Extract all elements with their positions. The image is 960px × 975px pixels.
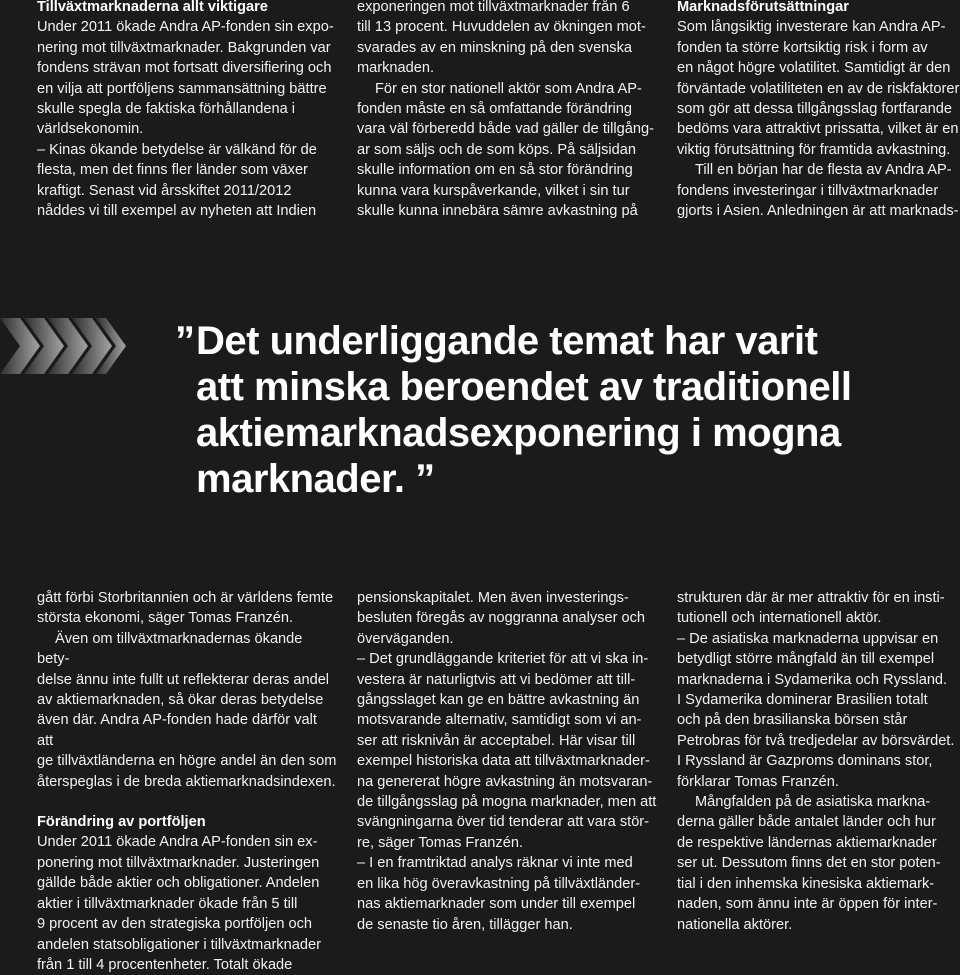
column-1-top <box>37 0 337 221</box>
column-2-bottom <box>357 588 657 935</box>
pull-quote-text: Det underliggande temat har varit att minska beroendet av traditionell aktiemarknadsexponering i mogna marknader. ” <box>196 319 852 501</box>
section-heading: Marknadsförutsättningar <box>677 0 849 15</box>
paragraph: – I en framtriktad analys räknar vi inte med en lika hög överavkastning på tillväxtländer- nas aktiemarknader som under till exempel de senaste tio åren, tillägger han. <box>357 855 641 933</box>
paragraph: strukturen där är mer attraktiv för en insti- tutionell och internationell aktör. <box>677 590 945 627</box>
column-3-top <box>677 0 960 221</box>
paragraph: Mångfalden på de asiatiska markna- derna gäller både antalet länder och hur de respektive ländernas aktiemarknader ser ut. Dessutom finns det en stor poten- tial i den inhemska kinesiska aktiemark- naden, som ännu inte är öppen för inter- nationella aktörer. <box>677 794 941 933</box>
paragraph: Även om tillväxtmarknadernas ökande bety- delse ännu inte fullt ut reflekterar deras andel av aktiemarknaden, så ökar deras betydelse även där. Andra AP-fonden hade därför valt att ge tillväxtländerna en högre andel än den som återspeglas i de breda aktiemarknadsindexen. <box>37 630 337 790</box>
paragraph: Till en början har de flesta av Andra AP- fondens investeringar i tillväxtmarknader gjorts i Asien. Anledningen är att marknads- <box>677 162 959 220</box>
paragraph: gått förbi Storbritannien och är världens femte största ekonomi, säger Tomas Franzén. <box>37 590 334 627</box>
paragraph: – Det grundläggande kriteriet för att vi ska in- vestera är naturligtvis att vi bedömer att till- gångsslaget kan ge en bättre avkastning än motsvarande alternativ, samtidigt som vi an- ser att risknivån är acceptabel. Här visar till exempel historiska data att tillväxtmarknader- na genererat högre avkastning än motsvaran- de tillgångsslag på mogna marknader, men att svängningarna över tid tenderar att vara stör- re, säger Tomas Franzén. <box>357 651 657 851</box>
quote-open-mark: ” <box>175 319 195 363</box>
section-heading: Tillväxtmarknaderna allt viktigare <box>37 0 268 15</box>
paragraph: Under 2011 ökade Andra AP-fonden sin ex- ponering mot tillväxtmarknader. Justeringen gällde både aktier och obligationer. Andelen aktier i tillväxtmarknader ökade från 5 till 9 procent av den strategiska portföljen och andelen statsobligationer i tillväxtmarknader från 1 till 4 procentenheter. Totalt ökade <box>37 834 321 973</box>
paragraph: Som långsiktig investerare kan Andra AP- fonden ta större kortsiktig risk i form av en något högre volatilitet. Samtidigt är den förväntade volatiliteten en av de riskfaktorer som gör att dessa tillgångsslag fortfarande bedöms vara attraktivt prissatta, vilket är en viktig förutsättning för framtida avkastning. <box>677 19 960 158</box>
paragraph: pensionskapitalet. Men även investerings- besluten föregås av noggranna analyser och överväganden. <box>357 590 646 647</box>
column-2-top <box>357 0 657 221</box>
paragraph: – De asiatiska marknaderna uppvisar en betydligt större mångfald än till exempel marknaderna i Sydamerika och Ryssland. I Sydamerika dominerar Brasilien totalt och på den brasilianska börsen står Petrobras för två tredjedelar av börsvärdet. I Ryssland är Gazproms dominans stor, förklarar Tomas Franzén. <box>677 630 955 790</box>
paragraph: För en stor nationell aktör som Andra AP- fonden måste en så omfattande förändring vara väl förberedd både vad gäller de tillgång- ar som säljs och de som köps. På säljsidan skulle information om en så stor förändring kunna vara kurspåverkande, vilket i sin tur skulle kunna innebära sämre avkastning på <box>357 80 654 220</box>
paragraph: exponeringen mot tillväxtmarknader från 6 till 13 procent. Huvuddelen av ökningen mot- svarades av en minskning på den svenska marknaden. <box>357 0 646 77</box>
chevron-arrows-icon <box>0 318 130 374</box>
pull-quote <box>175 318 945 502</box>
column-1-bottom <box>37 588 337 975</box>
section-heading: Förändring av portföljen <box>37 814 206 831</box>
paragraph: Under 2011 ökade Andra AP-fonden sin expo- nering mot tillväxtmarknader. Bakgrunden var fondens strävan mot fortsatt diversifiering och en vilja att portföljens sammansättning bättre skulle spegla de faktiska förhållandena i världsekonomin. <box>37 19 334 138</box>
column-3-bottom <box>677 588 960 935</box>
paragraph: – Kinas ökande betydelse är välkänd för de flesta, men det finns fler länder som växer kraftigt. Senast vid årsskiftet 2011/2012 nåddes vi till exempel av nyheten att Indien <box>37 141 317 220</box>
